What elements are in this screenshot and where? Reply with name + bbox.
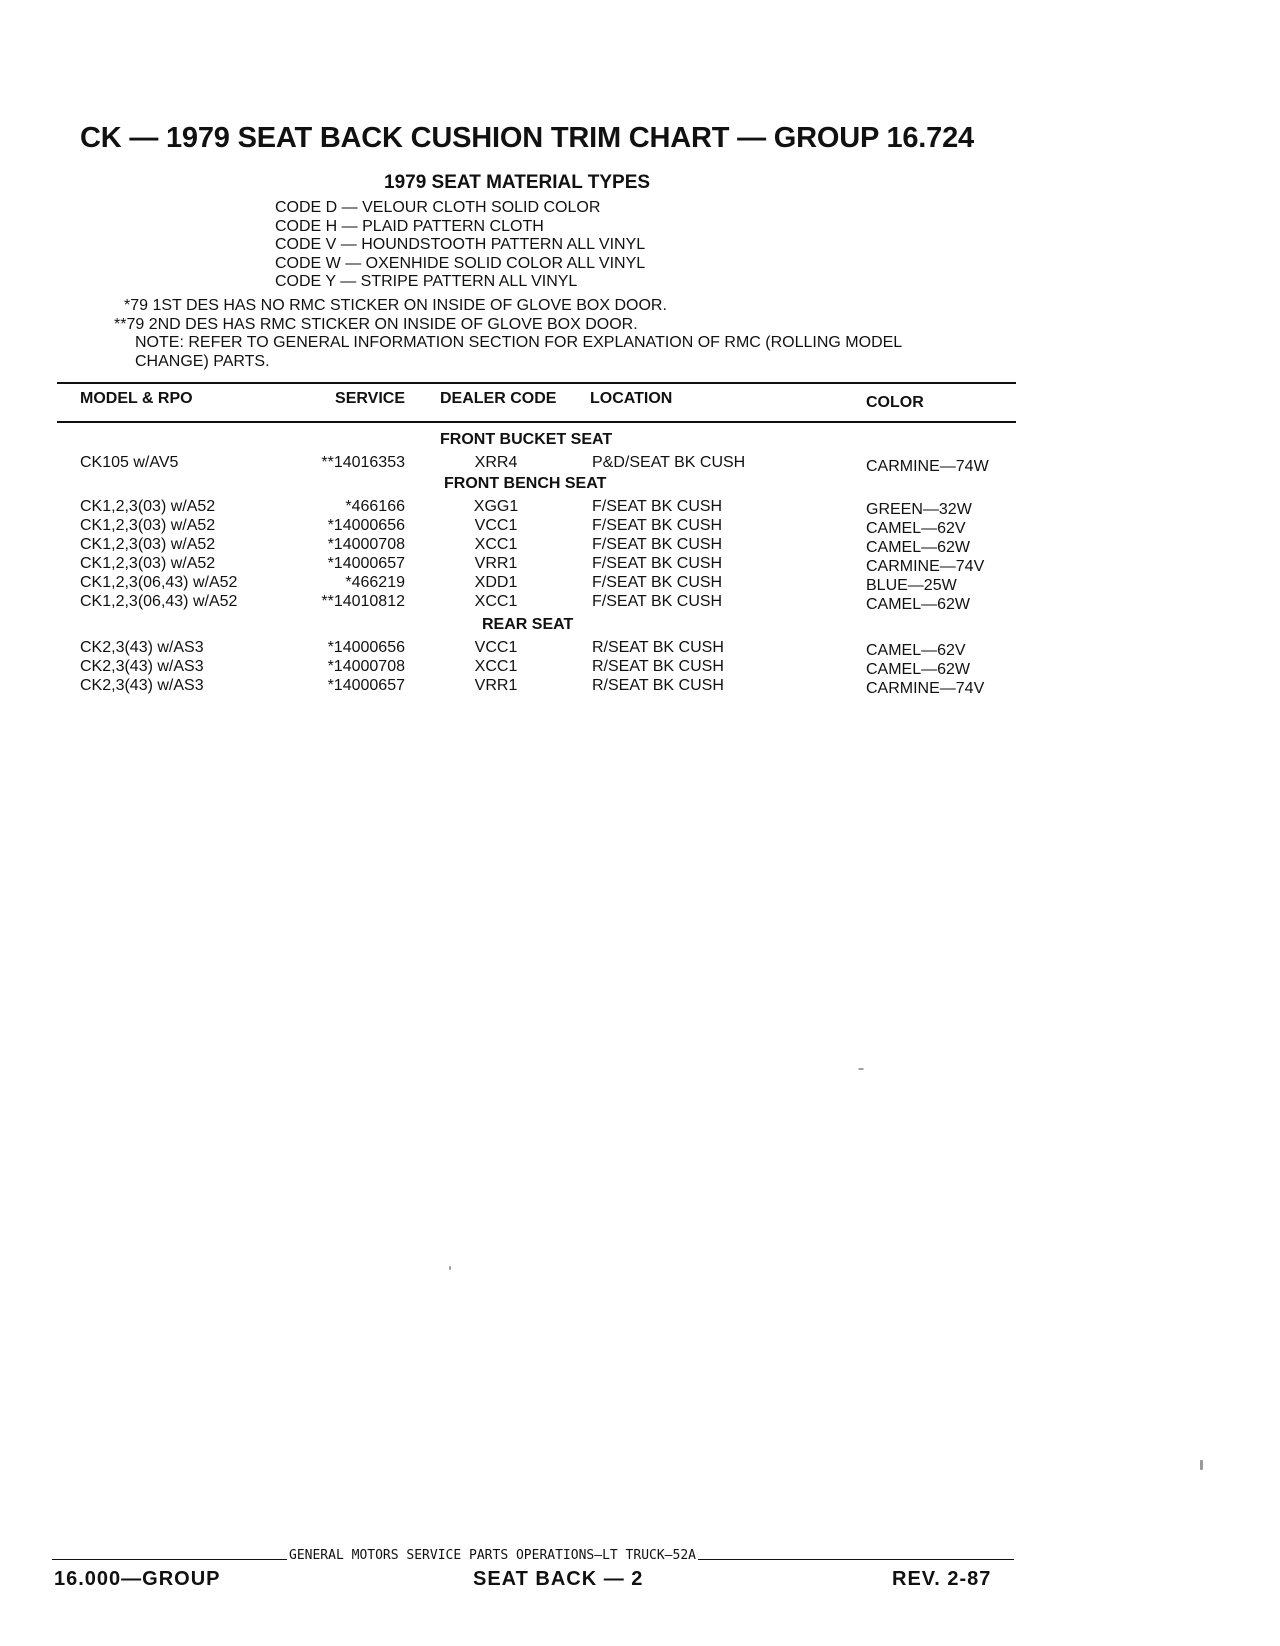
section-heading: REAR SEAT	[482, 616, 574, 633]
cell-dealer-code: VRR1	[474, 555, 518, 572]
cell-location: F/SEAT BK CUSH	[592, 574, 723, 591]
cell-location: F/SEAT BK CUSH	[592, 536, 723, 553]
cell-service: *14000708	[327, 658, 405, 675]
cell-color: GREEN—32W	[866, 501, 972, 518]
cell-model: CK1,2,3(06,43) w/A52	[80, 593, 238, 610]
cell-model: CK105 w/AV5	[80, 454, 179, 471]
scan-speck	[858, 1068, 864, 1070]
cell-color: CARMINE—74V	[866, 680, 985, 697]
cell-location: R/SEAT BK CUSH	[592, 639, 724, 656]
scan-speck	[449, 1266, 451, 1270]
material-code-w: CODE W — OXENHIDE SOLID COLOR ALL VINYL	[275, 254, 646, 272]
material-codes-list	[275, 199, 645, 292]
note-second-design: **79 2ND DES HAS RMC STICKER ON INSIDE OF GLOVE BOX DOOR.	[114, 315, 638, 333]
cell-service: *466219	[345, 574, 405, 591]
material-code-d: CODE D — VELOUR CLOTH SOLID COLOR	[275, 199, 601, 216]
cell-location: F/SEAT BK CUSH	[592, 593, 723, 610]
cell-model: CK1,2,3(03) w/A52	[80, 555, 216, 572]
cell-color: CAMEL—62W	[866, 539, 971, 556]
section-heading: FRONT BUCKET SEAT	[440, 431, 613, 448]
cell-color: CAMEL—62V	[866, 520, 966, 537]
cell-dealer-code: XCC1	[474, 593, 518, 610]
cell-service: **14010812	[321, 593, 405, 610]
cell-color: CAMEL—62W	[866, 596, 971, 613]
cell-color: CARMINE—74W	[866, 458, 989, 475]
cell-dealer-code: XCC1	[474, 536, 518, 553]
material-code-y: CODE Y — STRIPE PATTERN ALL VINYL	[275, 273, 578, 291]
notes-block	[114, 297, 974, 371]
table-header-rule	[57, 421, 1016, 423]
cell-dealer-code: VCC1	[474, 639, 518, 656]
cell-color: CAMEL—62V	[866, 642, 966, 659]
cell-model: CK2,3(43) w/AS3	[80, 677, 204, 694]
cell-model: CK1,2,3(06,43) w/A52	[80, 574, 238, 591]
footer-publisher: GENERAL MOTORS SERVICE PARTS OPERATIONS—LT TRUCK—52A	[289, 1548, 696, 1563]
material-code-v: CODE V — HOUNDSTOOTH PATTERN ALL VINYL	[275, 236, 646, 254]
cell-model: CK2,3(43) w/AS3	[80, 658, 204, 675]
cell-color: BLUE—25W	[866, 577, 957, 594]
cell-service: *14000708	[327, 536, 405, 553]
cell-location: F/SEAT BK CUSH	[592, 517, 723, 534]
column-header-dealer-code: DEALER CODE	[440, 390, 557, 407]
cell-location: F/SEAT BK CUSH	[592, 555, 723, 572]
cell-dealer-code: VRR1	[474, 677, 518, 694]
column-header-model: MODEL & RPO	[80, 390, 193, 407]
footer-group: 16.000—GROUP	[54, 1568, 221, 1590]
cell-location: P&D/SEAT BK CUSH	[592, 454, 746, 471]
cell-model: CK2,3(43) w/AS3	[80, 639, 204, 656]
column-header-location: LOCATION	[590, 390, 673, 407]
cell-dealer-code: XDD1	[474, 574, 518, 591]
footer-revision: REV. 2-87	[892, 1568, 992, 1590]
cell-service: **14016353	[321, 454, 405, 471]
note-first-design: *79 1ST DES HAS NO RMC STICKER ON INSIDE OF GLOVE BOX DOOR.	[124, 297, 667, 314]
cell-model: CK1,2,3(03) w/A52	[80, 536, 216, 553]
scan-speck	[1200, 1460, 1203, 1470]
cell-model: CK1,2,3(03) w/A52	[80, 517, 216, 534]
cell-service: *14000657	[327, 677, 405, 694]
material-types-heading: 1979 SEAT MATERIAL TYPES	[384, 172, 651, 193]
cell-location: F/SEAT BK CUSH	[592, 498, 723, 515]
cell-service: *14000656	[327, 517, 405, 534]
column-header-color: COLOR	[866, 394, 924, 411]
material-code-h: CODE H — PLAID PATTERN CLOTH	[275, 217, 544, 235]
page-title: CK — 1979 SEAT BACK CUSHION TRIM CHART — GROUP 16.724	[80, 122, 974, 154]
cell-color: CAMEL—62W	[866, 661, 971, 678]
cell-dealer-code: XCC1	[474, 658, 518, 675]
cell-location: R/SEAT BK CUSH	[592, 658, 724, 675]
cell-service: *14000657	[327, 555, 405, 572]
cell-model: CK1,2,3(03) w/A52	[80, 498, 216, 515]
note-rmc-reference: NOTE: REFER TO GENERAL INFORMATION SECTION FOR EXPLANATION OF RMC (ROLLING MODEL CHANGE) PARTS.	[135, 334, 902, 370]
table-top-rule	[57, 382, 1016, 384]
cell-service: *466166	[345, 498, 405, 515]
cell-dealer-code: XRR4	[474, 454, 518, 471]
cell-dealer-code: XGG1	[473, 498, 519, 515]
column-header-service: SERVICE	[335, 390, 405, 407]
cell-location: R/SEAT BK CUSH	[592, 677, 724, 694]
cell-service: *14000656	[327, 639, 405, 656]
cell-dealer-code: VCC1	[474, 517, 518, 534]
section-heading: FRONT BENCH SEAT	[444, 475, 607, 492]
footer-section: SEAT BACK — 2	[473, 1568, 644, 1590]
cell-color: CARMINE—74V	[866, 558, 985, 575]
